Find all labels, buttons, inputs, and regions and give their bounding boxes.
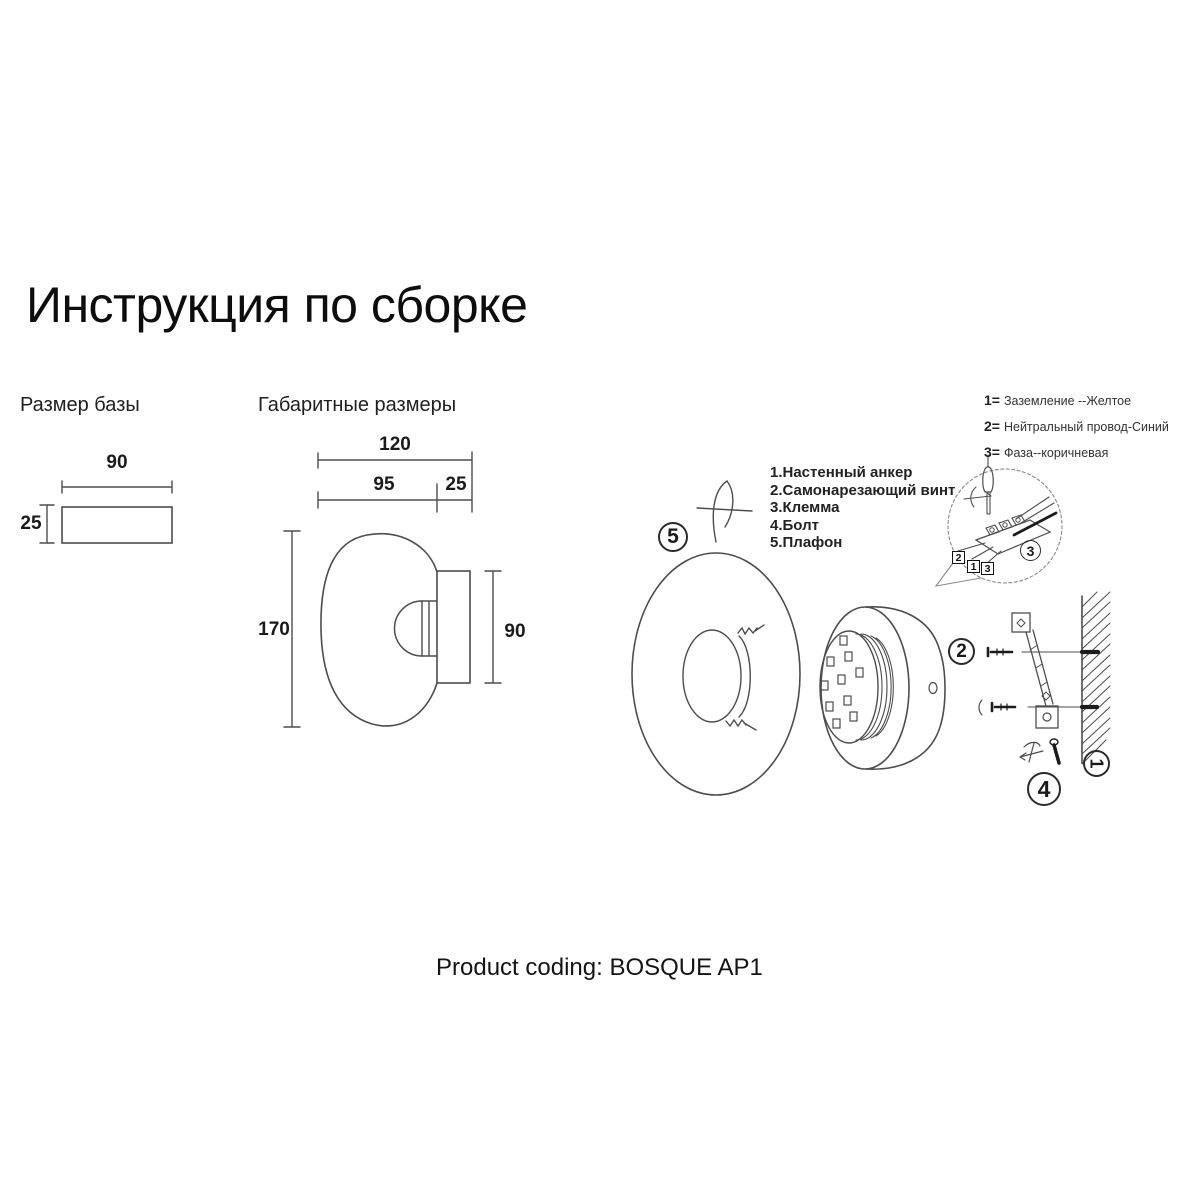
dim-body-depth: 95 [373,474,395,495]
legend-row [984,444,1169,462]
product-coding: Product coding: BOSQUE AP1 [436,954,763,981]
led-module-drawing [820,607,945,769]
callout-number: 5 [667,525,679,548]
base-size-label: Размер базы [20,394,140,416]
wire-color-legend [984,392,1169,470]
callout-part-5 [658,522,688,552]
legend-wire-text: Фаза--коричневая [1003,446,1109,460]
parts-list-item: 3.Клемма [770,499,840,516]
legend-wire-number: 1= [984,392,1000,408]
shade-fastener-glyph [697,481,752,542]
callout-part-4 [1027,772,1061,806]
dim-base-width: 90 [106,452,128,473]
page-title: Инструкция по сборке [26,277,528,333]
callout-number: 4 [1037,775,1051,802]
parts-list-item: 5.Плафон [770,534,843,551]
wire-tag-3: 3 [981,562,994,575]
dim-base-diameter: 90 [504,621,526,642]
callout-number: 3 [1026,542,1035,559]
wire-tag-1: 1 [967,560,980,573]
parts-list-item: 1.Настенный анкер [770,464,913,481]
callout-part-3 [1020,540,1041,561]
callout-number: 2 [956,640,967,662]
parts-list-item: 4.Болт [770,516,819,534]
legend-wire-text: Заземление --Желтое [1003,394,1132,408]
legend-wire-number: 3= [984,444,1000,460]
dim-base-depth: 25 [445,474,467,495]
overall-size-label: Габаритные размеры [258,394,457,416]
parts-list-item: 2.Самонарезающий винт [770,481,956,499]
wall-and-bracket-drawing [979,592,1110,764]
dim-base-height: 25 [20,513,42,534]
legend-wire-number: 2= [984,418,1000,434]
parts-list [770,464,955,552]
callout-part-1 [1083,750,1110,777]
callout-number: 1 [1086,758,1107,769]
callout-part-2 [948,638,975,665]
dim-height: 170 [258,619,290,640]
base-size-drawing [40,481,172,543]
wire-tag-2: 2 [952,551,965,564]
legend-row [984,392,1169,410]
legend-wire-text: Нейтральный провод-Синий [1003,420,1169,434]
dim-total-width: 120 [379,434,411,455]
exploded-shade-drawing [632,553,800,795]
legend-row [984,418,1169,436]
